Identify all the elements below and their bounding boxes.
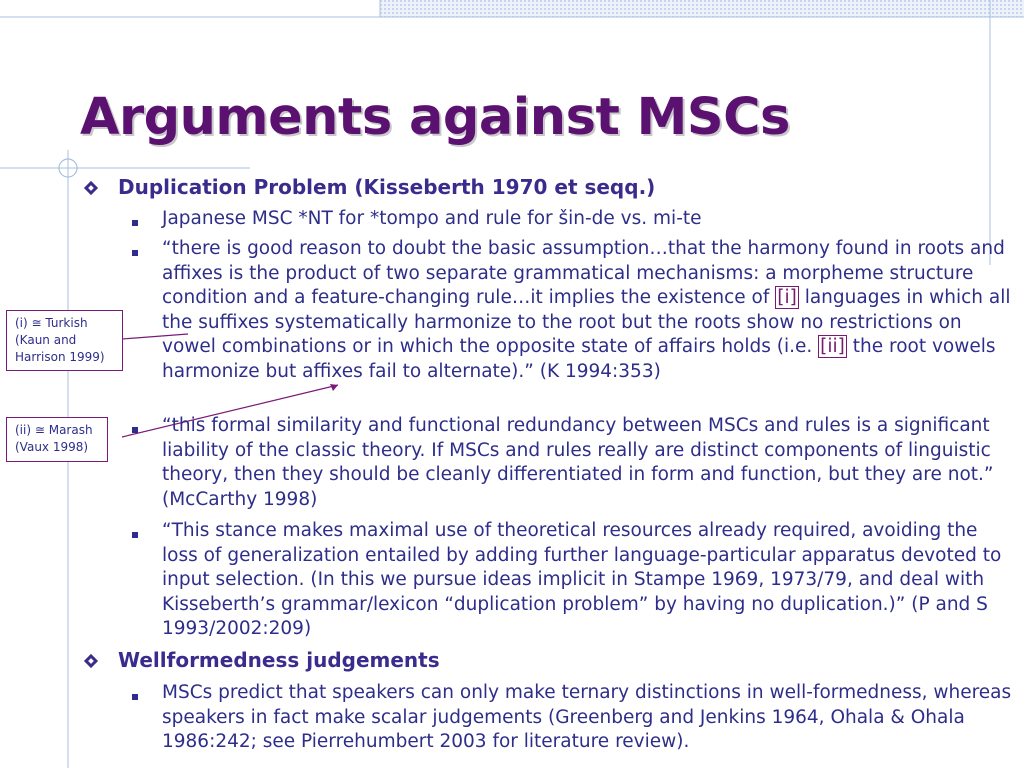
square-bullet-icon — [132, 427, 138, 433]
diamond-bullet-icon — [84, 181, 98, 195]
section-heading-wellformedness: Wellformedness judgements — [118, 648, 440, 672]
section-heading-duplication: Duplication Problem (Kisseberth 1970 et seqq.) — [118, 175, 656, 199]
quote-text-part-3: the root vowels harmonize but affixes fail to alternate).” (K 1994:353) — [162, 336, 996, 382]
bullet-scalar-judgements: MSCs predict that speakers can only make ternary distinctions in well-formedness, whereas speakers in fact make scalar judgements (Greenberg and Jenkins 1964, Ohala & Ohala 1986:242; see Pierrehumbert 2003 for literature review). — [162, 682, 1012, 752]
note-line: Harrison 1999) — [15, 350, 105, 364]
note-line: (Kaun and — [15, 333, 77, 347]
square-bullet-icon — [132, 694, 138, 700]
note-line: (i) ≅ Turkish — [15, 316, 88, 330]
bullet-mccarthy-quote: “this formal similarity and functional redundancy between MSCs and rules is a significant liability of the classic theory. If MSCs and rules really are distinct components of linguistic theory, then they should be cleanly differentiated in form and function, but they are not.” (McCarthy 1998) — [162, 415, 994, 510]
quote-text-part-1: “there is good reason to doubt the basic assumption…that the harmony found in roots and affixes is the product of two separate grammatical mechanisms: a morpheme structure condition and a feature-changing rule…it implies the existence of — [162, 238, 1005, 308]
quote-text-part-2: languages in which all the suffixes systematically harmonize to the root but the roots show no restrictions on vowel combinations or in which the opposite state of affairs holds (i.e. — [162, 287, 1011, 357]
square-bullet-icon — [132, 220, 138, 226]
bullet-kaun-quote — [162, 237, 1018, 384]
side-note-marash — [6, 417, 108, 462]
reference-link-i[interactable]: [i] — [777, 287, 797, 308]
note-line: (Vaux 1998) — [15, 440, 89, 454]
reference-link-ii[interactable]: [ii] — [820, 336, 845, 357]
diamond-bullet-icon — [84, 654, 98, 668]
square-bullet-icon — [132, 532, 138, 538]
bullet-ps-quote: “This stance makes maximal use of theoretical resources already required, avoiding the loss of generalization entailed by adding further language-particular apparatus devoted to input selection. (In this we pursue ideas implicit in Stampe 1969, 1973/79, and deal with Kisseberth’s grammar/lexicon “duplication problem” by having no duplication.)” (P and S 1993/2002:209) — [162, 520, 1002, 639]
slide-title: Arguments against MSCs — [80, 88, 790, 147]
square-bullet-icon — [132, 250, 138, 256]
bullet-japanese-msc: Japanese MSC *NT for *tompo and rule for šin-de vs. mi-te — [162, 208, 702, 229]
side-note-turkish — [6, 310, 123, 371]
note-line: (ii) ≅ Marash — [15, 423, 93, 437]
